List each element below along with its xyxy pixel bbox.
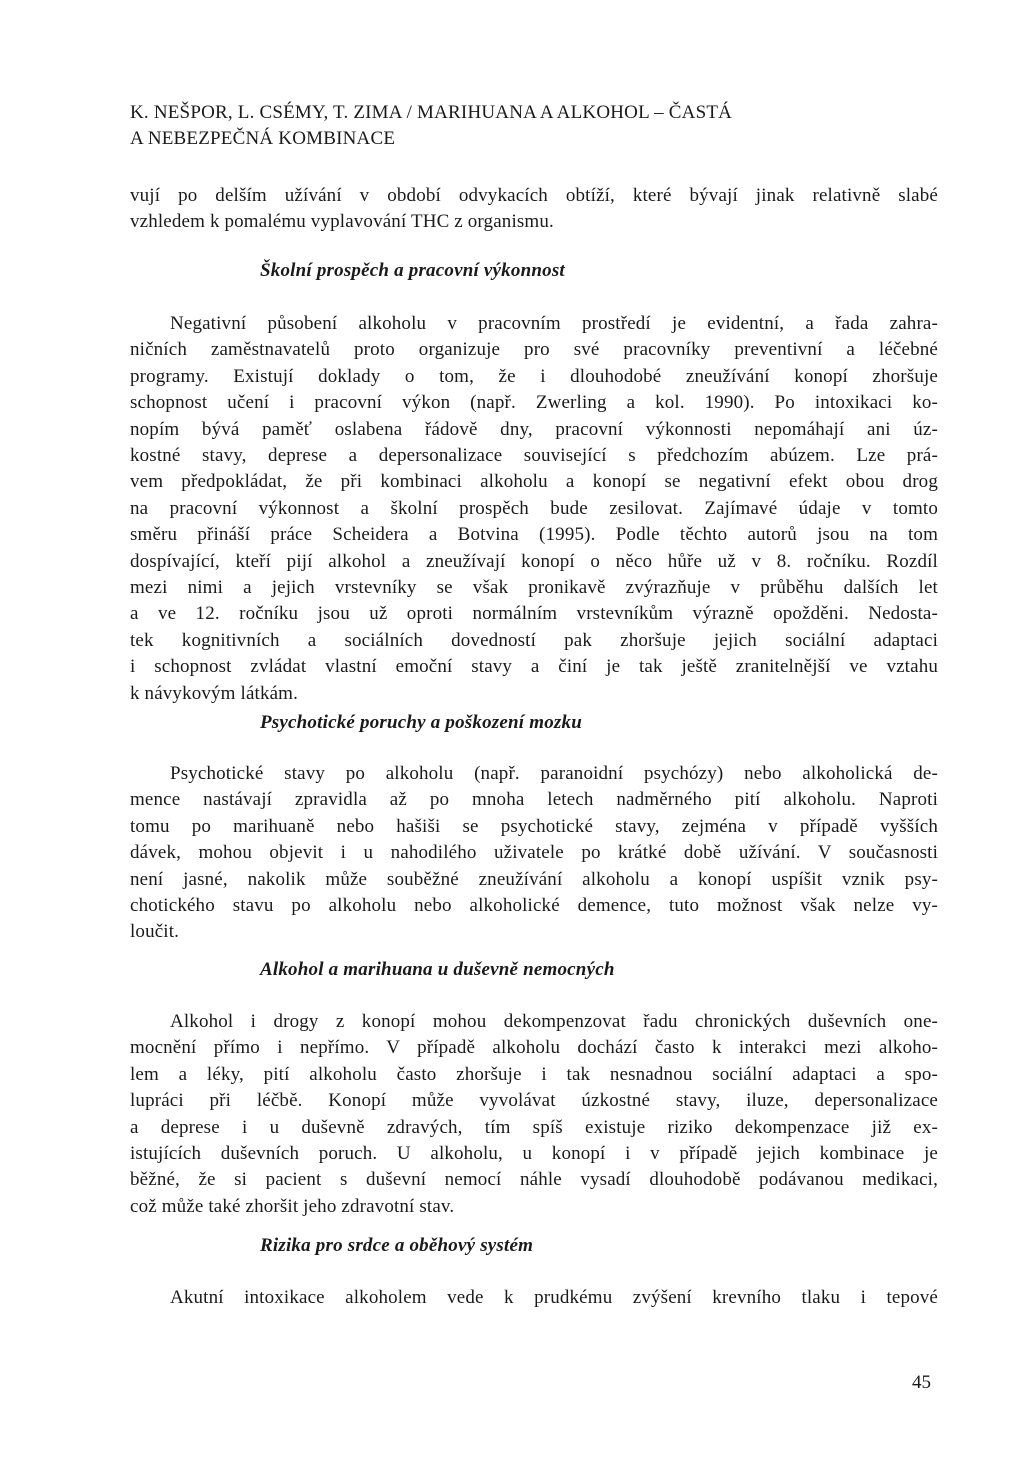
intro-paragraph <box>130 183 938 236</box>
paragraph-line: běžné, že si pacient s duševní nemocí náhle vysadí dlouhodobě podávanou medikaci, <box>130 1169 938 1191</box>
paragraph-line: vují po delším užívání v období odvykacích obtíží, které bývají jinak relativně slabé <box>130 185 938 206</box>
paragraph-line: mocnění přímo i nepřímo. V případě alkoholu dochází často k interakci mezi alkoho- <box>130 1037 938 1059</box>
running-header-line-2: A NEBEZPEČNÁ KOMBINACE <box>130 128 396 149</box>
paragraph-line: mezi nimi a jejich vrstevníky se však pronikavě zvýrazňuje v průběhu dalších let <box>130 577 938 599</box>
paragraph-line: Psychotické stavy po alkoholu (např. paranoidní psychózy) nebo alkoholická de- <box>170 763 938 784</box>
paragraph-line: Alkohol i drogy z konopí mohou dekompenzovat řadu chronických duševních one- <box>170 1011 938 1032</box>
paragraph-line: Negativní působení alkoholu v pracovním prostředí je evidentní, a řada zahra- <box>170 313 938 334</box>
paragraph-line: vem předpokládat, že při kombinaci alkoholu a konopí se negativní efekt obou drog <box>130 471 938 493</box>
section-paragraph <box>130 311 938 707</box>
paragraph-line: dávek, mohou objevit i u nahodilého uživatele po krátké době užívání. V současnosti <box>130 842 938 864</box>
paragraph-line: není jasné, nakolik může souběžné zneužívání alkoholu a konopí uspíšit vznik psy- <box>130 868 938 890</box>
paragraph-line: tomu po marihuaně nebo hašiši se psychotické stavy, zejména v případě vyšších <box>130 815 938 837</box>
paragraph-line: a ve 12. ročníku jsou už oproti normálním vrstevníkům výrazně opožděni. Nedosta- <box>130 603 938 625</box>
running-header-line-1: K. NEŠPOR, L. CSÉMY, T. ZIMA / MARIHUANA A ALKOHOL – ČASTÁ <box>130 102 733 123</box>
paragraph-line: nopím bývá paměť oslabena řádově dny, pracovní výkonnosti nepomáhají ani úz- <box>130 418 938 440</box>
paragraph-line: a deprese i u duševně zdravých, tím spíš existuje riziko dekompenzace již ex- <box>130 1116 938 1138</box>
paragraph-line: Akutní intoxikace alkoholem vede k prudkému zvýšení krevního tlaku i tepové <box>170 1287 938 1308</box>
paragraph-line: schopnost učení i pracovní výkon (např. Zwerling a kol. 1990). Po intoxikaci ko- <box>130 392 938 414</box>
paragraph-line: programy. Existují doklady o tom, že i dlouhodobé zneužívání konopí zhoršuje <box>130 365 938 387</box>
section-paragraph <box>130 1285 938 1311</box>
section-heading: Alkohol a marihuana u duševně nemocných <box>260 959 615 980</box>
paragraph-line: istujících duševních poruch. U alkoholu, u konopí i v případě jejich kombinace je <box>130 1143 938 1165</box>
paragraph-line: ničních zaměstnavatelů proto organizuje pro své pracovníky preventivní a léčebné <box>130 339 938 361</box>
page-number: 45 <box>912 1372 931 1393</box>
section-paragraph <box>130 761 938 946</box>
paragraph-line: na pracovní výkonnost a školní prospěch bude zesilovat. Zajímavé údaje v tomto <box>130 497 938 519</box>
paragraph-line: mence nastávají zpravidla až po mnoha letech nadměrného pití alkoholu. Naproti <box>130 789 938 811</box>
section-heading: Psychotické poruchy a poškození mozku <box>260 712 582 733</box>
paragraph-line: k návykovým látkám. <box>130 682 299 704</box>
paragraph-line: i schopnost zvládat vlastní emoční stavy a činí je tak ještě zranitelnější ve vztahu <box>130 656 938 678</box>
paragraph-line: směru přináší práce Scheidera a Botvina (1995). Podle těchto autorů jsou na tom <box>130 524 938 546</box>
paragraph-line: tek kognitivních a sociálních dovedností pak zhoršuje jejich sociální adaptaci <box>130 629 938 651</box>
paragraph-line: což může také zhoršit jeho zdravotní stav. <box>130 1195 455 1217</box>
paragraph-line: dospívající, kteří pijí alkohol a zneužívají konopí o něco hůře už v 8. ročníku. Rozdíl <box>130 550 938 572</box>
running-header <box>130 100 910 152</box>
paragraph-line: kostné stavy, deprese a depersonalizace související s předchozím abúzem. Lze prá- <box>130 445 938 467</box>
paragraph-line: lem a léky, pití alkoholu často zhoršuje i tak nesnadnou sociální adaptaci a spo- <box>130 1063 938 1085</box>
section-heading: Školní prospěch a pracovní výkonnost <box>260 260 565 281</box>
paragraph-line: chotického stavu po alkoholu nebo alkoholické demence, tuto možnost však nelze vy- <box>130 895 938 917</box>
paragraph-line: loučit. <box>130 921 180 943</box>
paragraph-line: vzhledem k pomalému vyplavování THC z organismu. <box>130 211 554 233</box>
paragraph-line: lupráci při léčbě. Konopí může vyvolávat úzkostné stavy, iluze, depersonalizace <box>130 1090 938 1112</box>
section-heading: Rizika pro srdce a oběhový systém <box>260 1235 534 1256</box>
section-paragraph <box>130 1009 938 1220</box>
